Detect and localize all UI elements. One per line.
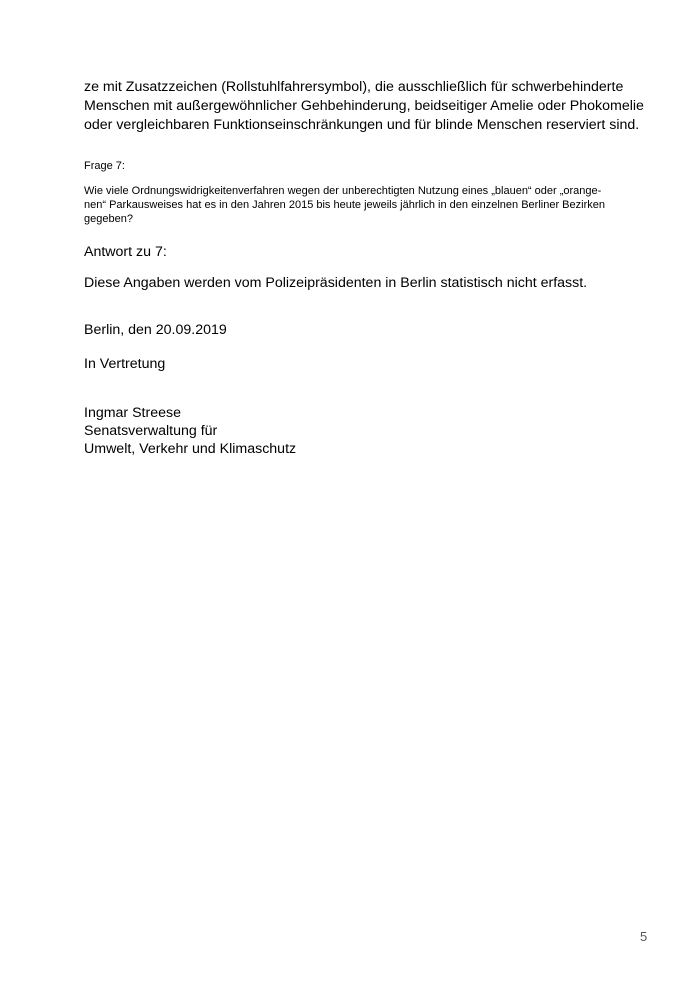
page-number: 5 (640, 929, 648, 944)
answer-text: Diese Angaben werden vom Polizeipräsidenten in Berlin statistisch nicht erfasst. (84, 275, 588, 291)
representation-note: In Vertretung (84, 356, 166, 372)
signature-department: Senatsverwaltung für (84, 423, 218, 439)
signature-block (84, 404, 296, 458)
intro-line: Menschen mit außergewöhnlicher Gehbehinderung, beidseitiger Amelie oder Phokomelie (84, 98, 644, 114)
answer-heading: Antwort zu 7: (84, 244, 167, 260)
signature-name: Ingmar Streese (84, 405, 181, 421)
question-line: gegeben? (84, 213, 133, 225)
signature-department: Umwelt, Verkehr und Klimaschutz (84, 441, 297, 457)
intro-line: oder vergleichbaren Funktionseinschränkungen und für blinde Menschen reserviert sind. (84, 117, 640, 133)
place-date: Berlin, den 20.09.2019 (84, 322, 227, 338)
question-line: Wie viele Ordnungswidrigkeitenverfahren wegen der unberechtigten Nutzung eines „blauen“ oder „orange- (84, 185, 602, 197)
question-heading: Frage 7: (84, 160, 125, 172)
intro-paragraph (84, 78, 664, 135)
question-text (84, 184, 664, 226)
question-line: nen“ Parkausweises hat es in den Jahren 2015 bis heute jeweils jährlich in den einzelnen Berliner Bezirken (84, 199, 605, 211)
intro-line: ze mit Zusatzzeichen (Rollstuhlfahrersymbol), die ausschließlich für schwerbehinderte (84, 79, 624, 95)
